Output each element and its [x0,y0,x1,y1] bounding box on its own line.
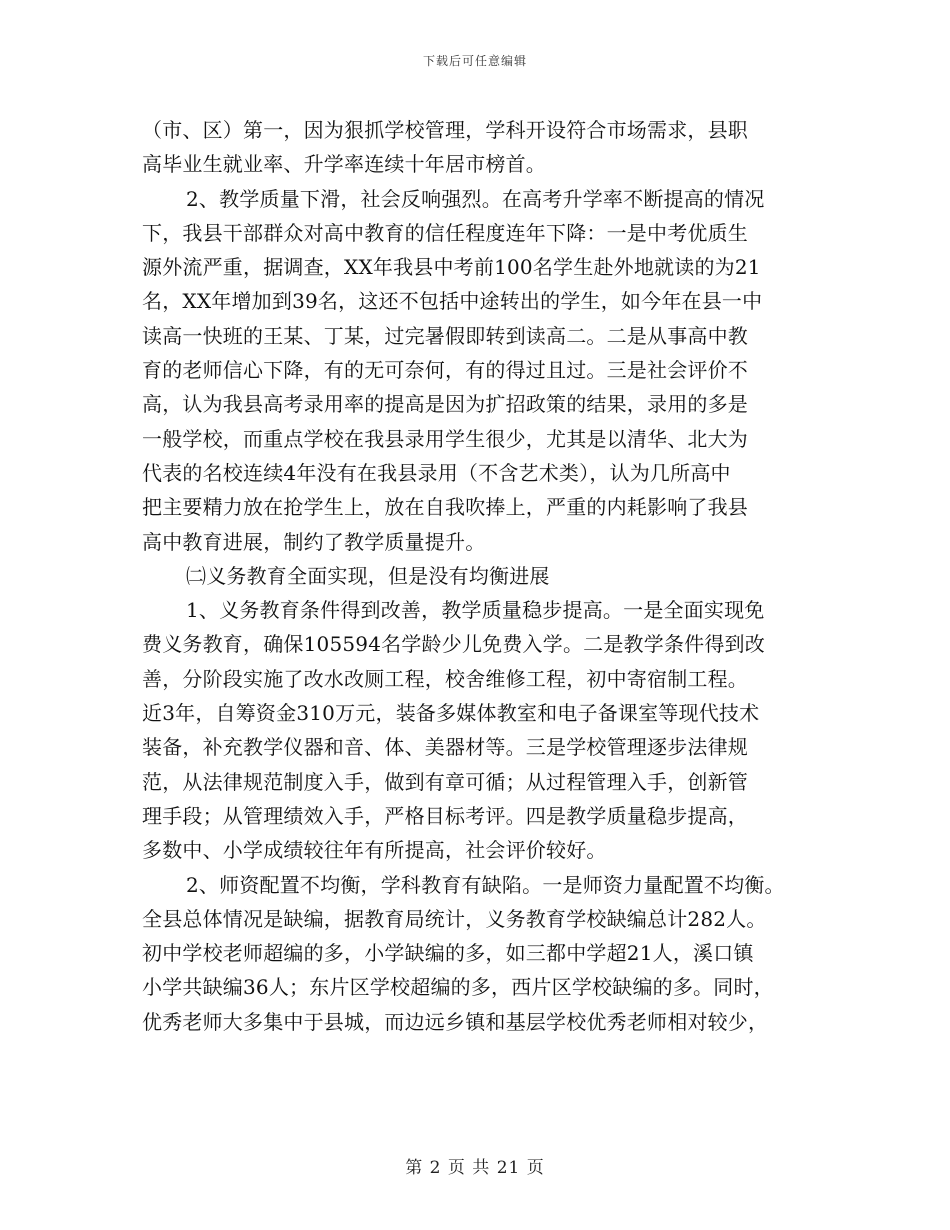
document-body [142,113,822,1039]
text-line: 优秀老师大多集中于县城，而边远乡镇和基层学校优秀老师相对较少， [142,1009,769,1034]
text-line: 理手段；从管理绩效入手，严格目标考评。四是教学质量稳步提高， [142,803,748,828]
text-line: （市、区）第一，因为狠抓学校管理，学科开设符合市场需求，县职 [142,118,748,142]
text-line: 把主要精力放在抢学生上，放在自我吹捧上，严重的内耗影响了我县 [142,495,748,520]
text-line: 近3年，自筹资金310万元，装备多媒体教室和电子备课室等现代技术 [142,701,760,726]
text-line: 2、教学质量下滑，社会反响强烈。在高考升学率不断提高的情况 [186,186,765,211]
text-line: 下，我县干部群众对高中教育的信任程度连年下降：一是中考优质生 [142,220,748,245]
page-number: 第 2 页 共 21 页 [405,1158,545,1178]
text-line: 高毕业生就业率、升学率连续十年居市榜首。 [142,152,546,177]
text-line: 高中教育进展，制约了教学质量提升。 [142,529,486,554]
text-line: 名，XX年增加到39名，这还不包括中途转出的学生，如今年在县一中 [142,289,763,314]
text-line: 育的老师信心下降，有的无可奈何，有的得过且过。三是社会评价不 [142,358,748,383]
text-line: 多数中、小学成绩较往年有所提高，社会评价较好。 [142,838,607,863]
text-line: 范，从法律规范制度入手，做到有章可循；从过程管理入手，创新管 [142,769,748,794]
text-line: 善，分阶段实施了改水改厕工程，校舍维修工程，初中寄宿制工程。 [142,666,748,691]
text-line: ㈡义务教育全面实现，但是没有均衡进展 [186,563,550,588]
page-header: 下载后可任意编辑 [422,54,527,68]
text-line: 一般学校，而重点学校在我县录用学生很少，尤其是以清华、北大为 [142,426,748,451]
text-line: 装备，补充教学仪器和音、体、美器材等。三是学校管理逐步法律规 [142,735,748,760]
text-line: 代表的名校连续4年没有在我县录用（不含艺术类），认为几所高中 [142,460,731,485]
text-line: 高，认为我县高考录用率的提高是因为扩招政策的结果，录用的多是 [142,392,748,417]
text-line: 小学共缺编36人；东片区学校超编的多，西片区学校缺编的多。同时， [142,975,774,1000]
text-line: 2、师资配置不均衡，学科教育有缺陷。一是师资力量配置不均衡。 [186,872,785,897]
text-line: 初中学校老师超编的多，小学缺编的多，如三都中学超21人，溪口镇 [142,941,754,966]
text-line: 读高一快班的王某、丁某，过完暑假即转到读高二。二是从事高中教 [142,323,748,348]
text-line: 源外流严重，据调查，XX年我县中考前100名学生赴外地就读的为21 [142,255,761,280]
text-line: 1、义务教育条件得到改善，教学质量稳步提高。一是全面实现免 [186,598,765,623]
text-line: 费义务教育，确保105594名学龄少儿免费入学。二是教学条件得到改 [142,632,765,657]
text-line: 全县总体情况是缺编，据教育局统计，义务教育学校缺编总计282人。 [142,906,767,931]
